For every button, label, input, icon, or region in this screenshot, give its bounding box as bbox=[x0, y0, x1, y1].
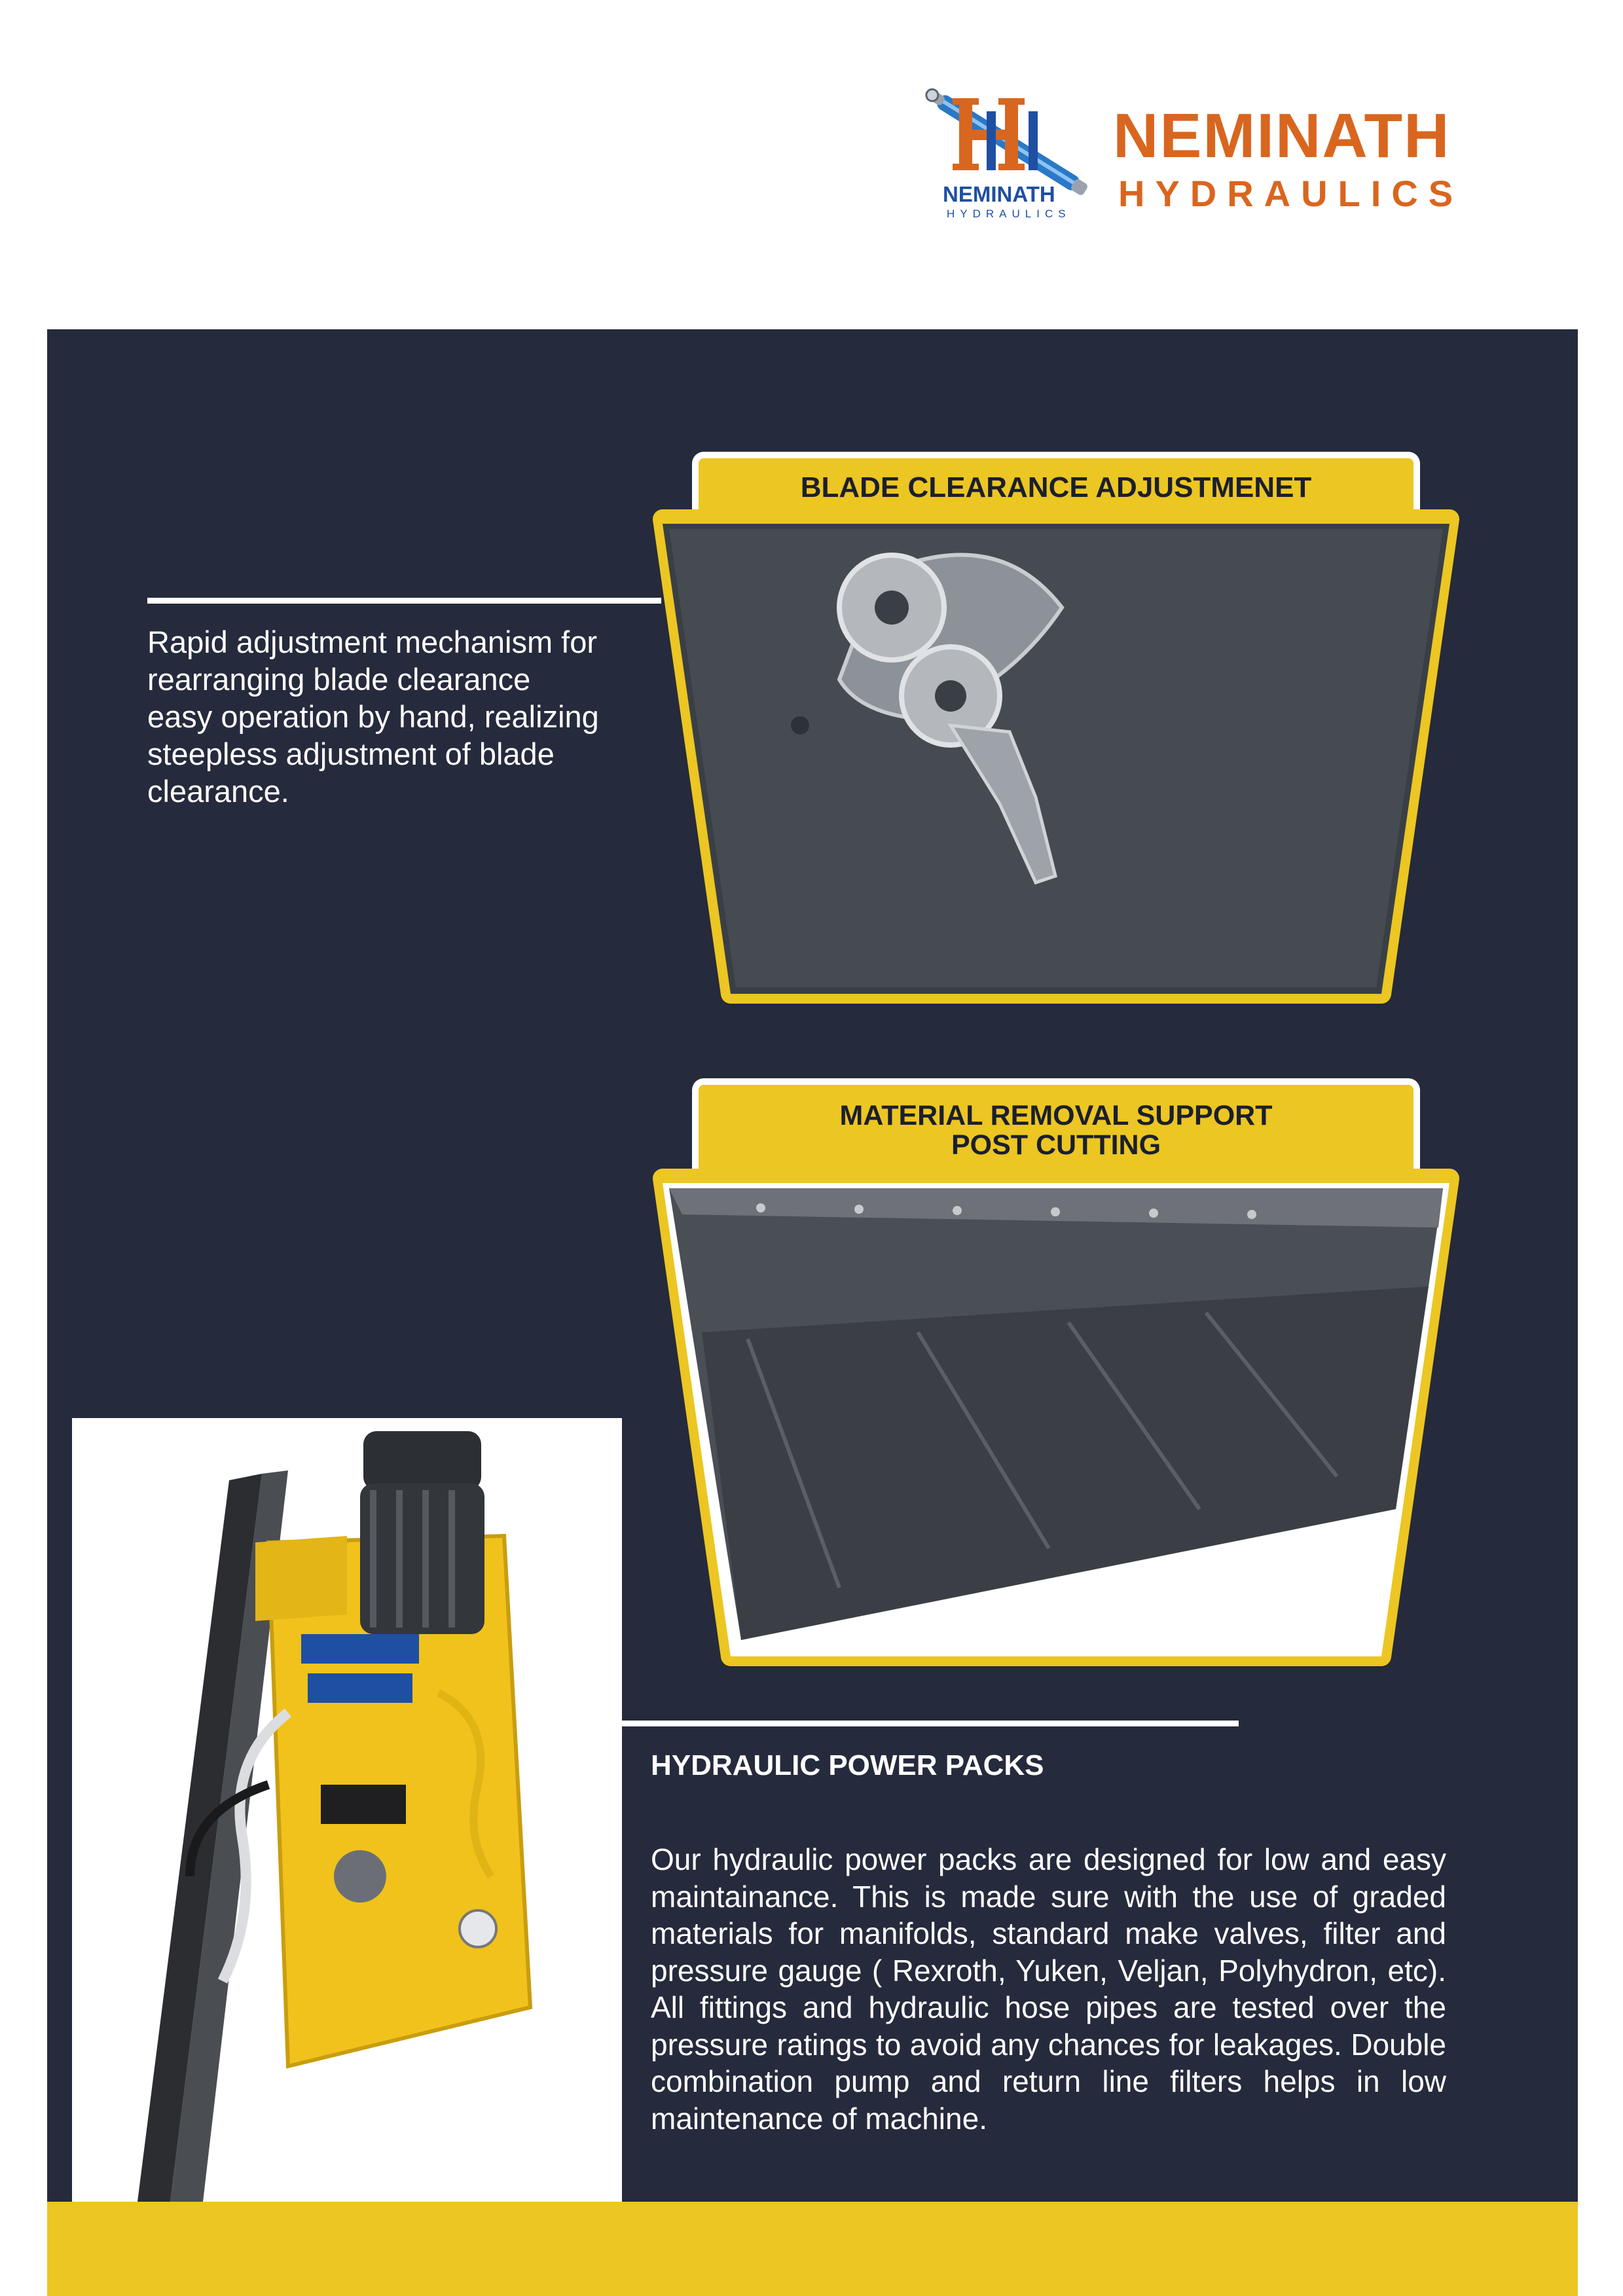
blade-description bbox=[147, 623, 671, 810]
brand-name: NEMINATH bbox=[1113, 101, 1451, 171]
blade-caption: BLADE CLEARANCE ADJUSTMENET bbox=[800, 471, 1312, 503]
blade-description-line-4: steepless adjustment of blade bbox=[147, 737, 555, 771]
blade-description-line-2: rearranging blade clearance bbox=[147, 662, 531, 697]
material-caption-tab bbox=[692, 1078, 1420, 1176]
blade-description-line-5: clearance. bbox=[147, 774, 289, 809]
power-rule bbox=[622, 1721, 1239, 1726]
material-caption-line-1: MATERIAL REMOVAL SUPPORT bbox=[839, 1099, 1273, 1131]
blade-description-line-3: easy operation by hand, realizing bbox=[147, 699, 599, 734]
power-heading: HYDRAULIC POWER PACKS bbox=[651, 1749, 1044, 1781]
blade-description-line-1: Rapid adjustment mechanism for bbox=[147, 625, 598, 659]
blade-caption-tab bbox=[692, 452, 1420, 517]
power-body: Our hydraulic power packs are designed for low and easy maintainance. This is made sure with the use of graded materials for manifolds, standard make valves, filter and pressure gauge ( Rexroth, Yuken, Veljan, Polyhydron, etc). All fittings and hydraulic hose pipes are tested over the pressure ratings to avoid any chances for leakages. Double combination pump and return line filters helps in low maintenance of machine. bbox=[651, 1842, 1446, 2136]
blade-rule bbox=[147, 598, 661, 604]
logo-mini-subtitle: HYDRAULICS bbox=[947, 208, 1071, 220]
blade-photo-frame bbox=[643, 509, 1469, 1008]
material-photo-frame bbox=[643, 1169, 1469, 1669]
footer-band bbox=[47, 2202, 1578, 2296]
power-pack-photo bbox=[72, 1418, 622, 2202]
material-caption-line-2: POST CUTTING bbox=[951, 1129, 1161, 1161]
brand-subtitle: HYDRAULICS bbox=[1118, 173, 1464, 214]
logo-mini-name: NEMINATH bbox=[943, 182, 1055, 206]
